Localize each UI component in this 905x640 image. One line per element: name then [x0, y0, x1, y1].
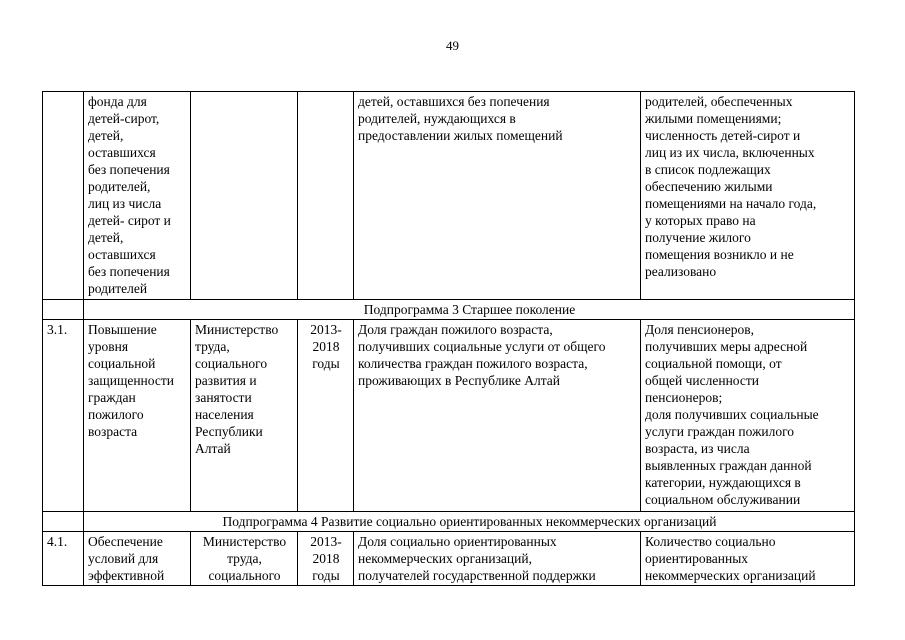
program-table	[42, 91, 855, 586]
table-row	[43, 92, 855, 300]
expected-result: Доля пенсионеров, получивших меры адресной социальной помощи, от общей численности пенсионеров; доля получивших социальные услуги граждан пожилого возраста, из числа выявленных граждан данной категории, нуждающихся в социальном обслуживании	[641, 320, 855, 512]
expected-result: Количество социально ориентированных некоммерческих организаций	[641, 532, 855, 586]
executor: Министерство труда, социального развития и занятости населения Республики Алтай	[191, 320, 298, 512]
table-row	[43, 320, 855, 512]
indicator: Доля социально ориентированных некоммерческих организаций, получателей государственной поддержки	[354, 532, 641, 586]
subprogram-heading: Подпрограмма 4 Развитие социально ориентированных некоммерческих организаций	[84, 512, 855, 532]
table-row	[43, 300, 855, 320]
executor: Министерство труда, социального	[191, 532, 298, 586]
table-row	[43, 532, 855, 586]
subprogram-heading: Подпрограмма 3 Старшее поколение	[84, 300, 855, 320]
row-number: 3.1.	[43, 320, 84, 512]
row-number	[43, 92, 84, 300]
table-row	[43, 512, 855, 532]
period: 2013- 2018 годы	[298, 532, 354, 586]
measure-name: фонда для детей-сирот, детей, оставшихся без попечения родителей, лиц из числа детей- сирот и детей, оставшихся без попечения родителей	[84, 92, 191, 300]
row-number: 4.1.	[43, 532, 84, 586]
page-number: 49	[446, 38, 459, 53]
executor	[191, 92, 298, 300]
indicator: детей, оставшихся без попечения родителей, нуждающихся в предоставлении жилых помещений	[354, 92, 641, 300]
period	[298, 92, 354, 300]
period: 2013- 2018 годы	[298, 320, 354, 512]
measure-name: Повышение уровня социальной защищенности граждан пожилого возраста	[84, 320, 191, 512]
expected-result: родителей, обеспеченных жилыми помещениями; численность детей-сирот и лиц из их числа, включенных в список подлежащих обеспечению жилыми помещениями на начало года, у которых право на получение жилого помещения возникло и не реализовано	[641, 92, 855, 300]
measure-name: Обеспечение условий для эффективной	[84, 532, 191, 586]
indicator: Доля граждан пожилого возраста, получивших социальные услуги от общего количества граждан пожилого возраста, проживающих в Республике Алтай	[354, 320, 641, 512]
